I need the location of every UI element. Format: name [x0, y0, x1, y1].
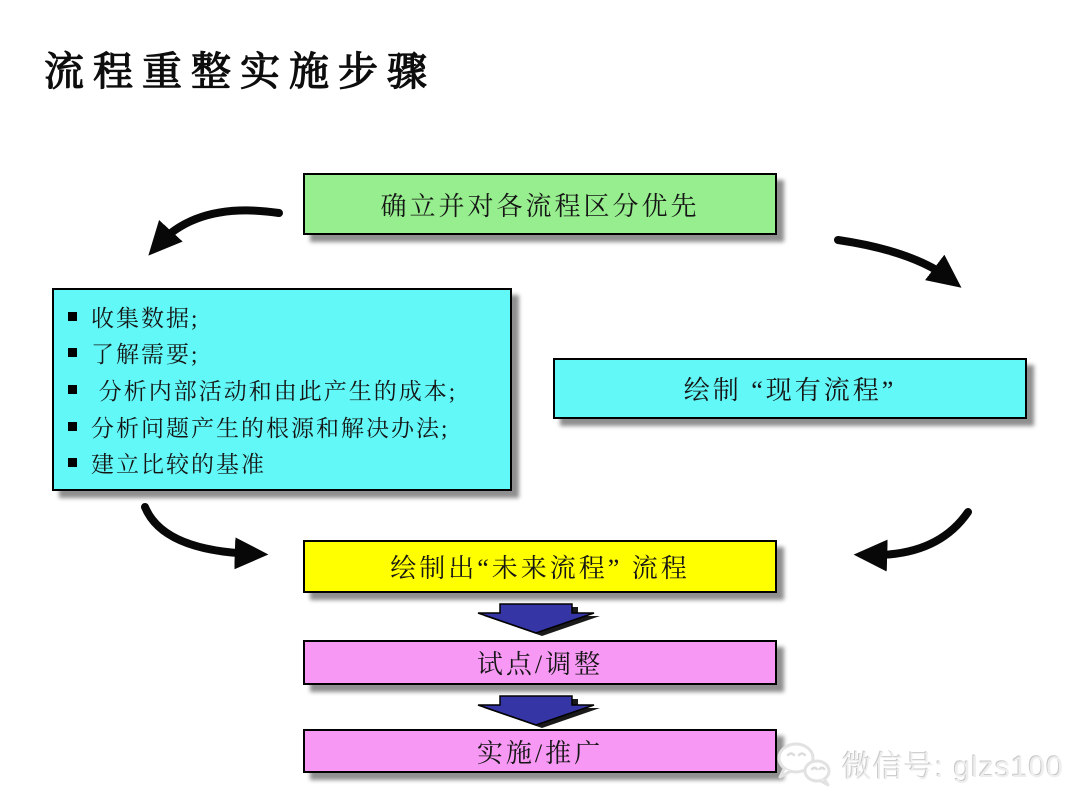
- box-pilot-adjust: [303, 640, 777, 685]
- box-future-process-label: 绘制出“未来流程” 流程: [390, 554, 690, 583]
- arrow-right-to-future: [868, 512, 968, 555]
- arrow-left-to-future: [145, 507, 254, 554]
- list-item: [68, 446, 502, 479]
- bullet-text: 收集数据;: [91, 305, 200, 331]
- box-current-process-label: 绘制 “现有流程”: [683, 376, 897, 405]
- bullet-square-icon: [68, 348, 77, 357]
- bullet-text: 分析内部活动和由此产生的成本;: [91, 378, 458, 404]
- box-future-process: [303, 540, 777, 593]
- list-item: [68, 373, 502, 406]
- box-prioritize-label: 确立并对各流程区分优先: [380, 191, 700, 221]
- list-item: [68, 300, 502, 333]
- list-item: [68, 336, 502, 369]
- arrow-green-to-left: [158, 210, 279, 245]
- bullet-square-icon: [68, 422, 77, 431]
- box-analysis: [52, 288, 512, 491]
- bullet-text: 分析问题产生的根源和解决办法;: [91, 415, 450, 441]
- analysis-bullet-list: [54, 290, 510, 489]
- bullet-text: 建立比较的基准: [91, 452, 266, 478]
- box-current-process: [553, 358, 1027, 419]
- page-title: 流程重整实施步骤: [44, 49, 436, 94]
- block-arrow-down-2: [478, 696, 600, 728]
- watermark: [772, 738, 1064, 790]
- box-implement-rollout-label: 实施/推广: [476, 738, 604, 768]
- bullet-square-icon: [68, 385, 77, 394]
- bullet-square-icon: [68, 312, 77, 321]
- box-pilot-adjust-label: 试点/调整: [476, 650, 604, 679]
- box-prioritize: [303, 173, 777, 235]
- box-implement-rollout: [303, 729, 777, 773]
- block-arrow-down-1: [478, 604, 600, 636]
- list-item: [68, 410, 502, 443]
- arrow-green-to-right: [838, 240, 950, 279]
- bullet-text: 了解需要;: [91, 342, 200, 368]
- wechat-icon: [772, 738, 834, 790]
- watermark-text: 微信号: glzs100: [841, 751, 1064, 784]
- bullet-square-icon: [68, 458, 77, 467]
